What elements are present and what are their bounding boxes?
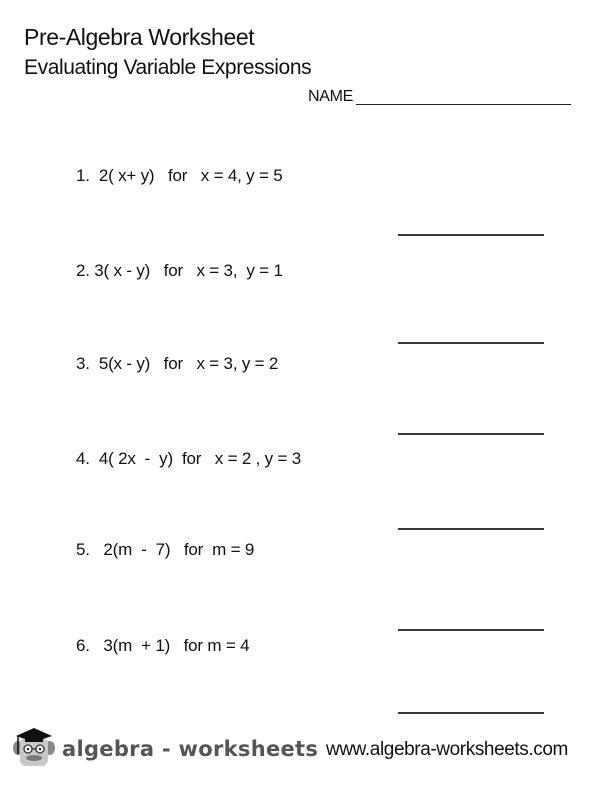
- answer-line-6[interactable]: [398, 712, 544, 714]
- answer-line-4[interactable]: [398, 528, 544, 530]
- professor-mascot-icon: [12, 724, 56, 773]
- answer-line-3[interactable]: [398, 433, 544, 435]
- name-field[interactable]: [308, 88, 571, 106]
- site-logo: [12, 724, 318, 773]
- site-url: www.algebra-worksheets.com: [326, 739, 568, 760]
- worksheet-title: Pre-Algebra Worksheet: [24, 24, 255, 50]
- problem-1: 1. 2( x+ y) for x = 4, y = 5: [76, 166, 283, 185]
- problem-5: 5. 2(m - 7) for m = 9: [76, 540, 255, 559]
- name-blank-line[interactable]: [356, 104, 571, 105]
- answer-line-1[interactable]: [398, 234, 544, 236]
- problem-3: 3. 5(x - y) for x = 3, y = 2: [76, 354, 279, 373]
- answer-line-2[interactable]: [398, 342, 544, 344]
- logo-text: algebra - worksheets: [62, 736, 319, 761]
- problem-2: 2. 3( x - y) for x = 3, y = 1: [76, 261, 283, 280]
- problem-6: 6. 3(m + 1) for m = 4: [76, 636, 250, 655]
- name-label: NAME: [308, 88, 354, 105]
- answer-line-5[interactable]: [398, 629, 544, 631]
- problem-4: 4. 4( 2x - y) for x = 2 , y = 3: [76, 449, 302, 468]
- worksheet-subtitle: Evaluating Variable Expressions: [24, 56, 312, 79]
